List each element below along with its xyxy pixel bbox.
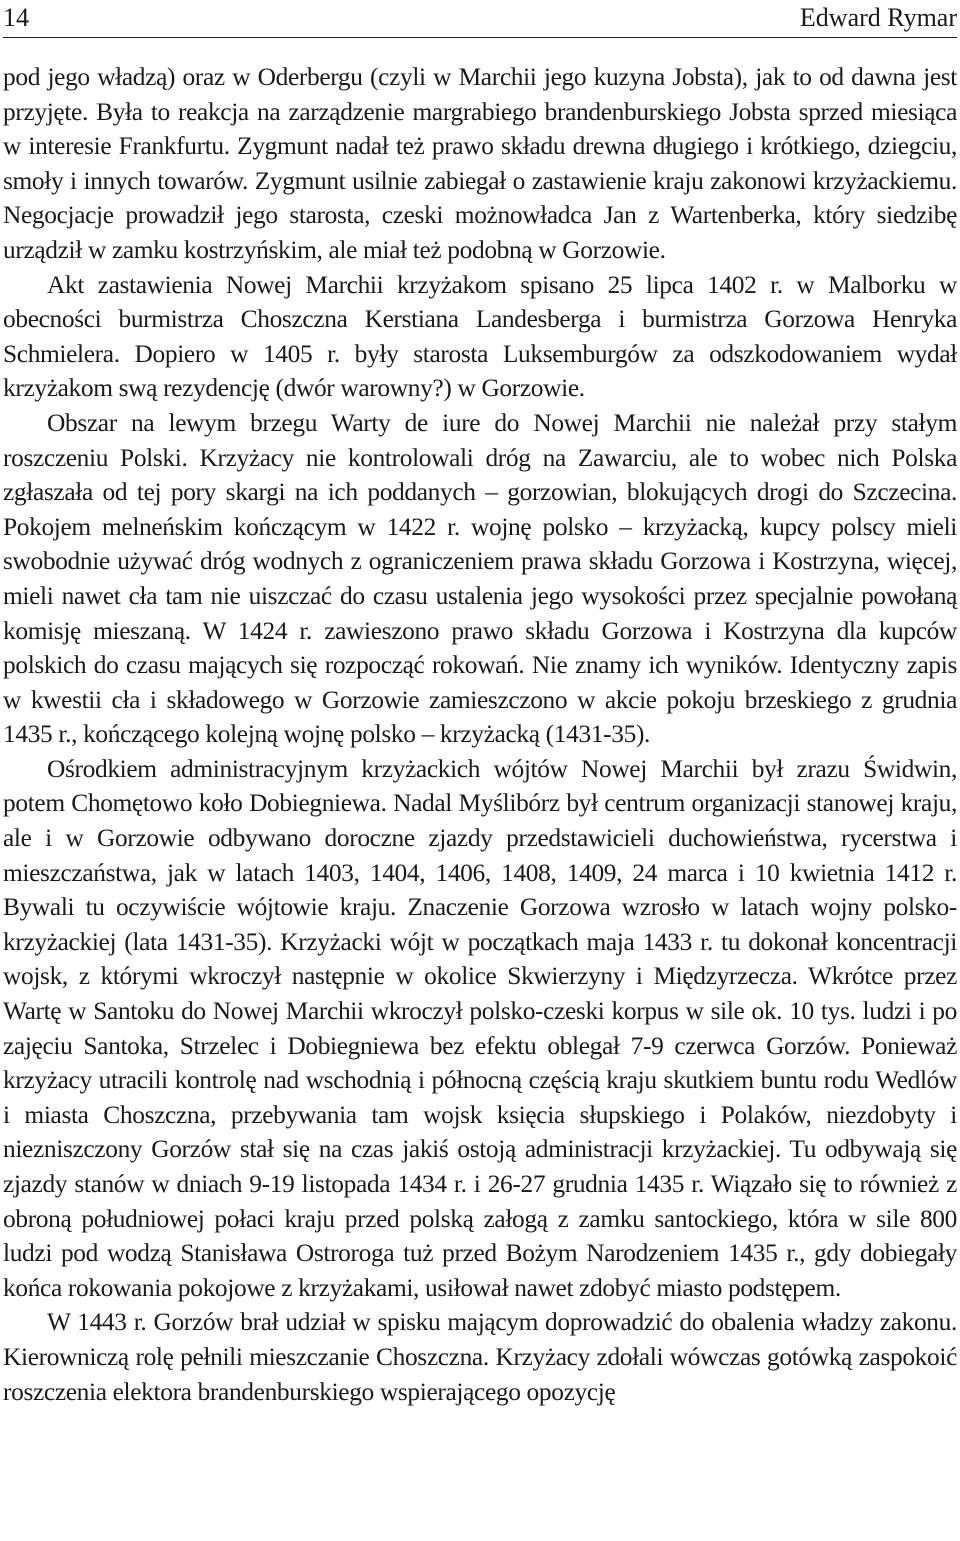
body-text (3, 60, 957, 1409)
paragraph: Akt zastawienia Nowej Marchii krzyżakom spisano 25 lipca 1402 r. w Malborku w obecności burmistrza Choszczna Kerstiana Landesberga i burmistrza Gorzowa Henryka Schmielera. Dopiero w 1405 r. były starosta Luksemburgów za odszkodowaniem wydał krzyżakom swą rezydencję (dwór warowny?) w Gorzowie. (3, 270, 957, 403)
paragraph: Obszar na lewym brzegu Warty de iure do Nowej Marchii nie należał przy stałym roszczeniu Polski. Krzyżacy nie kontrolowali dróg na Zawarciu, ale to wobec nich Polska zgłaszała od tej pory skargi na ich poddanych – gorzowian, blokujących drogi do Szczecina. Pokojem melneńskim kończącym w 1422 r. wojnę polsko – krzyżacką, kupcy polscy mieli swobodnie używać dróg wodnych z ograniczeniem prawa składu Gorzowa i Kostrzyna, więcej, mieli nawet cła tam nie uiszczać do czasu ustalenia jego wysokości przez specjalnie powołaną komisję mieszaną. W 1424 r. zawieszono prawo składu Gorzowa i Kostrzyna dla kupców polskich do czasu mających się rozpocząć rokowań. Nie znamy ich wyników. Identyczny zapis w kwestii cła i składowego w Gorzowie zamieszczono w akcie pokoju brzeskiego z grudnia 1435 r., kończącego kolejną wojnę polsko – krzyżacką (1431-35). (3, 408, 957, 749)
paragraph: W 1443 r. Gorzów brał udział w spisku mającym doprowadzić do obalenia władzy zakonu. Kierowniczą rolę pełnili mieszczanie Choszczna. Krzyżacy zdołali wówczas gotówką zaspokoić roszczenia elektora brandenburskiego wspierającego opozycję (3, 1308, 957, 1406)
page-header (3, 3, 957, 38)
paragraph: pod jego władzą) oraz w Oderbergu (czyli w Marchii jego kuzyna Jobsta), jak to od dawna jest przyjęte. Była to reakcja na zarządzenie margrabiego brandenburskiego Jobsta sprzed miesiąca w interesie Frankfurtu. Zygmunt nadał też prawo składu drewna długiego i krótkiego, dziegciu, smoły i innych towarów. Zygmunt usilnie zabiegał o zastawienie kraju zakonowi krzyżackiemu. Negocjacje prowadził jego starosta, czeski możnowładca Jan z Wartenberka, który siedzibę urządził w zamku kostrzyńskim, ale miał też podobną w Gorzowie. (3, 63, 957, 264)
paragraph: Ośrodkiem administracyjnym krzyżackich wójtów Nowej Marchii był zrazu Świdwin, potem Chomętowo koło Dobiegniewa. Nadal Myślibórz był centrum organizacji stanowej kraju, ale i w Gorzowie odbywano doroczne zjazdy przedstawicieli duchowieństwa, rycerstwa i mieszczaństwa, jak w latach 1403, 1404, 1406, 1408, 1409, 24 marca i 10 kwietnia 1412 r. Bywali tu oczywiście wójtowie kraju. Znaczenie Gorzowa wzrosło w latach wojny polsko-krzyżackiej (lata 1431-35). Krzyżacki wójt w początkach maja 1433 r. tu dokonał koncentracji wojsk, z którymi wkroczył następnie w okolice Skwierzyny i Międzyrzecza. Wkrótce przez Wartę w Santoku do Nowej Marchii wkroczył polsko-czeski korpus w sile ok. 10 tys. ludzi i po zajęciu Santoka, Strzelec i Dobiegniewa bez efektu oblegał 7-9 czerwca Gorzów. Ponieważ krzyżacy utracili kontrolę nad wschodnią i północną częścią kraju skutkiem buntu rodu Wedlów i miasta Choszczna, przebywania tam wojsk księcia słupskiego i Polaków, niezdobyty i niezniszczony Gorzów stał się na czas jakiś ostoją administracji krzyżackiej. Tu odbywają się zjazdy stanów w dniach 9-19 listopada 1434 r. i 26-27 grudnia 1435 r. Wiązało się to również z obroną południowej połaci kraju przed polską załogą z zamku santockiego, która w sile 800 ludzi pod wodzą Stanisława Ostroroga tuż przed Bożym Narodzeniem 1435 r., gdy dobiegały końca rokowania pokojowe z krzyżakami, usiłował nawet zdobyć miasto podstępem. (3, 754, 957, 1302)
page-number: 14 (3, 3, 29, 32)
running-head-author: Edward Rymar (799, 3, 957, 32)
